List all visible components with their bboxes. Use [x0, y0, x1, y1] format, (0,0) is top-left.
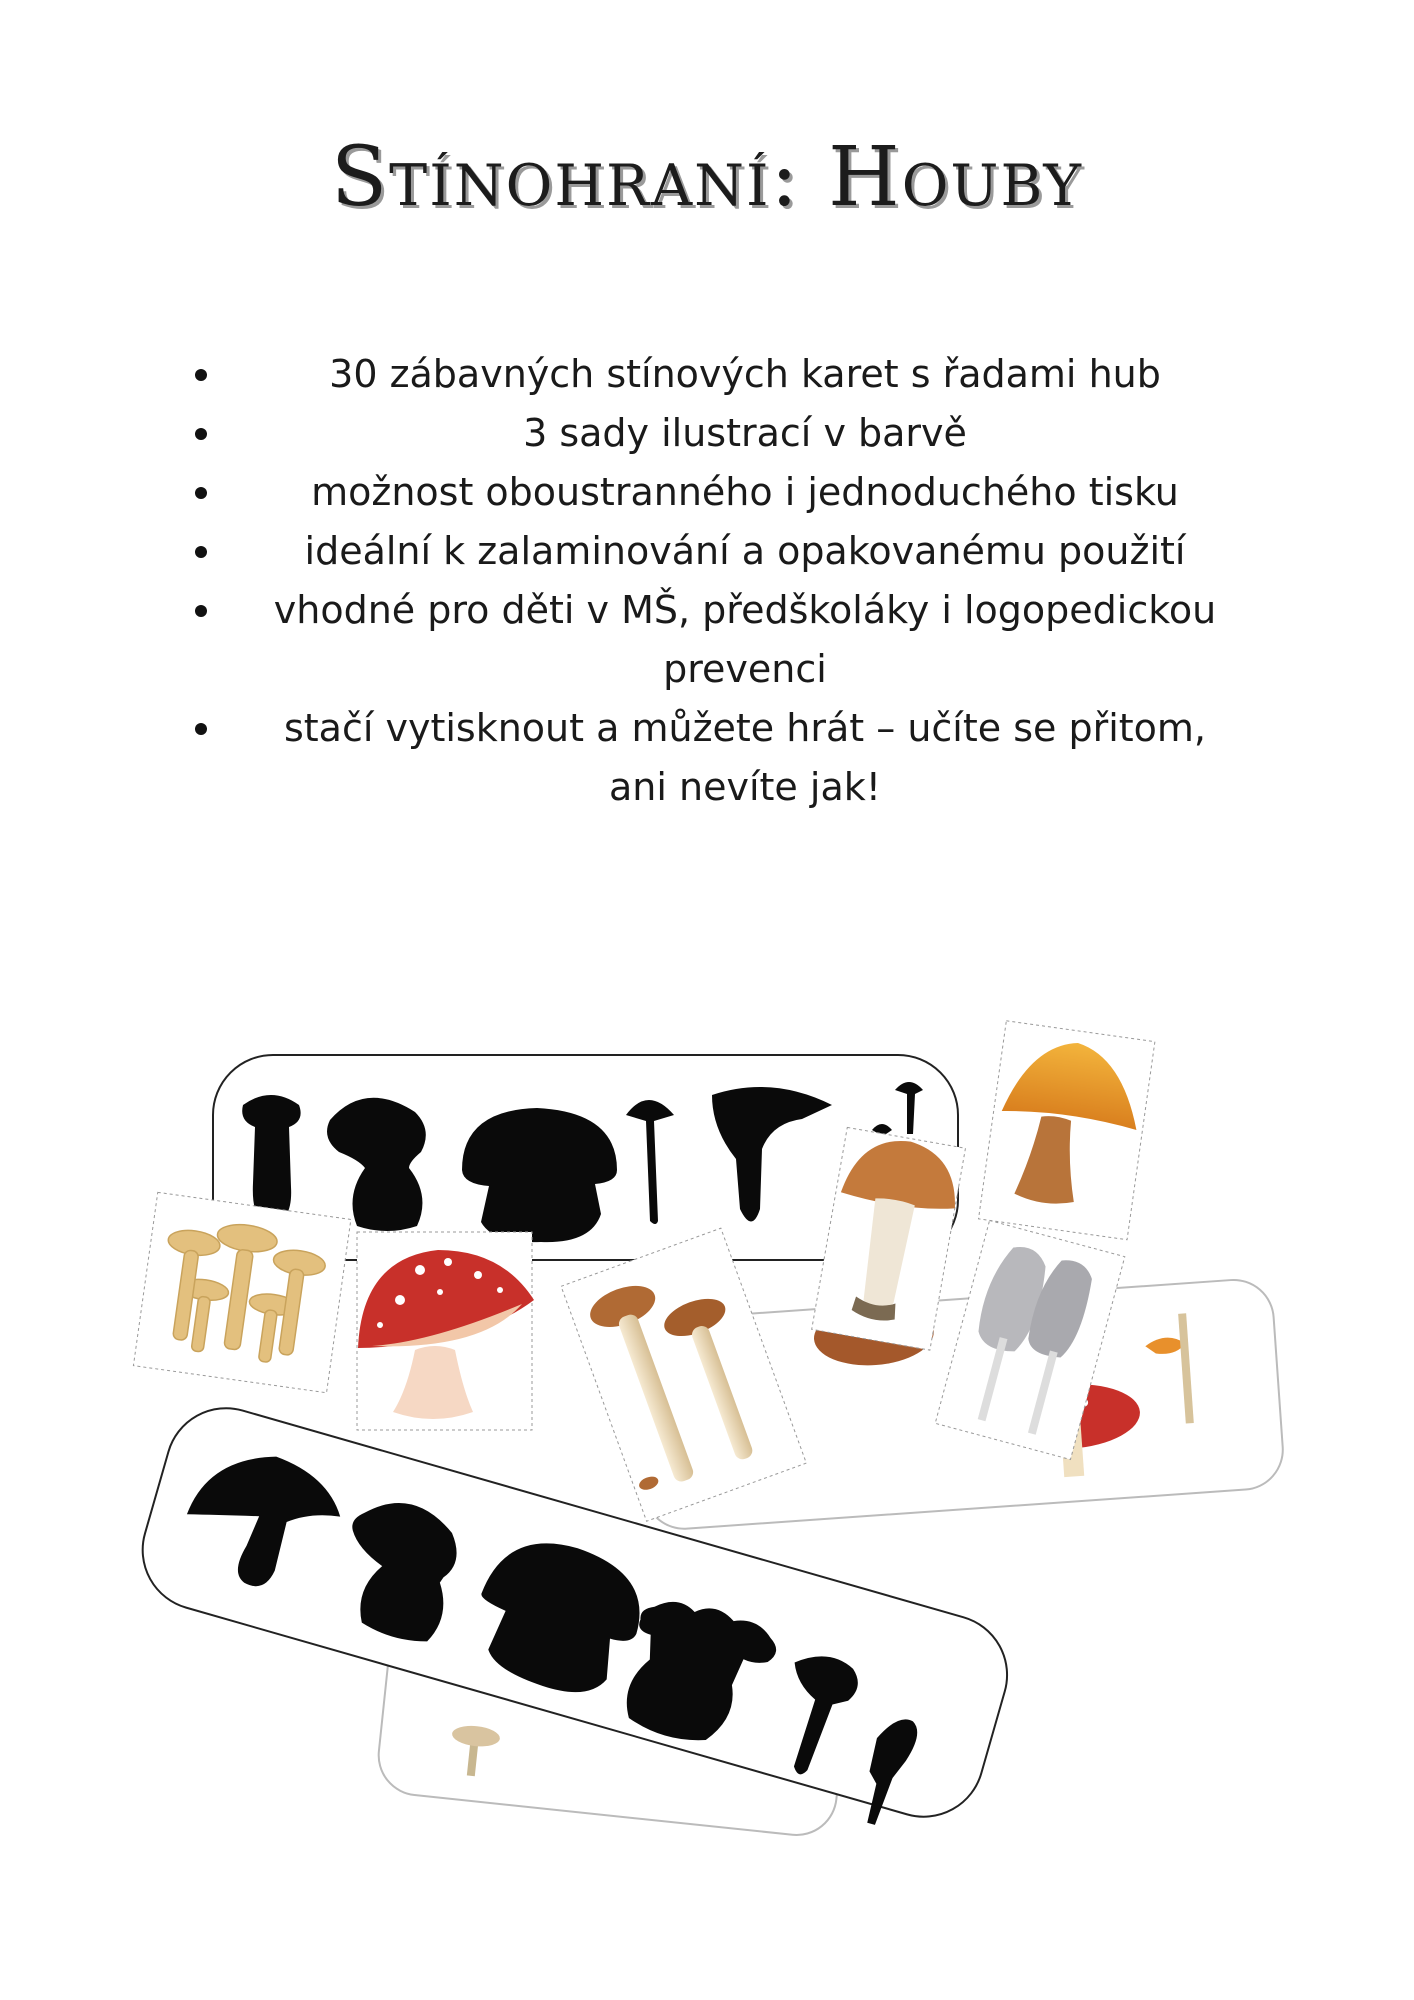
feature-item: vhodné pro děti v MŠ, předškoláky i logopedickou prevenci — [190, 581, 1250, 699]
orange-cap-card — [979, 1021, 1155, 1240]
feature-item: ideální k zalaminování a opakovanému použití — [190, 522, 1250, 581]
fly-agaric-card — [357, 1232, 534, 1430]
page-title: Stínohraní: Houby — [331, 130, 1083, 225]
feature-item: 30 zábavných stínových karet s řadami hub — [190, 345, 1250, 404]
honey-fungus-card — [133, 1192, 350, 1392]
feature-item: možnost oboustranného i jednoduchého tisku — [190, 463, 1250, 522]
feature-item: stačí vytisknout a můžete hrát – učíte se přitom, ani nevíte jak! — [190, 699, 1250, 817]
feature-item: 3 sady ilustrací v barvě — [190, 404, 1250, 463]
